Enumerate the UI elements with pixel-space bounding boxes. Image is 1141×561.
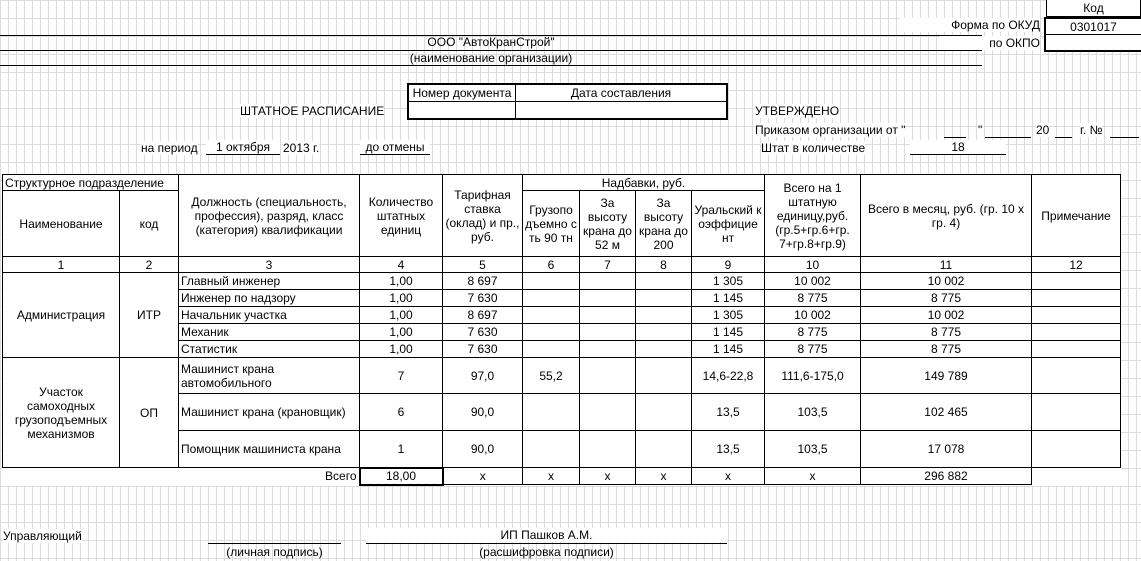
- allowance-height-200-cell[interactable]: [636, 307, 692, 324]
- header-name: Наименование: [3, 191, 120, 257]
- column-number: 9: [692, 257, 765, 273]
- count-cell[interactable]: 1,00: [360, 307, 443, 324]
- allowance-height-200-cell[interactable]: [636, 324, 692, 341]
- order-number-label: г. №: [1080, 123, 1103, 137]
- document-number-box: [407, 83, 728, 120]
- count-cell[interactable]: 6: [360, 394, 443, 431]
- note-cell[interactable]: [1032, 358, 1121, 394]
- allowance-lift-cell[interactable]: [523, 307, 580, 324]
- group-code: ОП: [120, 358, 179, 468]
- order-year-line[interactable]: [1055, 137, 1072, 138]
- allowance-ural-cell[interactable]: 1 305: [692, 307, 765, 324]
- allowance-height-200-cell[interactable]: [636, 341, 692, 358]
- rate-cell[interactable]: 90,0: [443, 431, 523, 468]
- allowance-ural-cell[interactable]: 14,6-22,8: [692, 358, 765, 394]
- allowance-height-200-cell[interactable]: [636, 290, 692, 307]
- order-quote-close: ": [978, 123, 983, 137]
- monthly-cell[interactable]: 149 789: [861, 358, 1032, 394]
- code-header-cell: Код: [1046, 0, 1141, 17]
- per-unit-cell[interactable]: 103,5: [765, 431, 861, 468]
- order-label: Приказом организации от ": [755, 123, 906, 137]
- approved-heading: УТВЕРЖДЕНО: [755, 104, 840, 118]
- manager-label: Управляющий: [3, 529, 82, 543]
- position-cell[interactable]: Машинист крана (крановщик): [179, 394, 360, 431]
- rate-cell[interactable]: 7 630: [443, 290, 523, 307]
- monthly-cell[interactable]: 8 775: [861, 324, 1032, 341]
- okud-label: Форма по ОКУД: [900, 18, 1040, 32]
- order-number-line[interactable]: [1110, 137, 1139, 138]
- allowance-height-52-cell[interactable]: [580, 358, 636, 394]
- name-caption: (расшифровка подписи): [479, 545, 614, 559]
- column-number: 8: [636, 257, 692, 273]
- position-cell[interactable]: Помощник машиниста крана: [179, 431, 360, 468]
- count-cell[interactable]: 7: [360, 358, 443, 394]
- note-cell[interactable]: [1032, 290, 1121, 307]
- note-cell[interactable]: [1032, 394, 1121, 431]
- count-cell[interactable]: 1,00: [360, 290, 443, 307]
- total-a3: х: [636, 468, 692, 485]
- per-unit-cell[interactable]: 8 775: [765, 290, 861, 307]
- okud-value[interactable]: 0301017: [1044, 17, 1141, 36]
- position-cell[interactable]: Инженер по надзору: [179, 290, 360, 307]
- total-rate: х: [443, 468, 523, 485]
- header-allowances: Надбавки, руб.: [523, 175, 765, 191]
- staff-count[interactable]: 18: [910, 140, 1006, 155]
- organization-name[interactable]: ООО "АвтоКранСтрой": [427, 35, 555, 49]
- rate-cell[interactable]: 8 697: [443, 307, 523, 324]
- allowance-height-52-cell[interactable]: [580, 290, 636, 307]
- monthly-cell[interactable]: 17 078: [861, 431, 1032, 468]
- count-cell[interactable]: 1,00: [360, 324, 443, 341]
- table-row[interactable]: [3, 273, 1121, 290]
- date-value[interactable]: [516, 101, 728, 119]
- staffing-table: [2, 174, 1121, 486]
- header-allowance-lift: Грузопо дъемно сть 90 тн: [523, 191, 580, 257]
- column-number: 5: [443, 257, 523, 273]
- allowance-ural-cell[interactable]: 1 145: [692, 341, 765, 358]
- monthly-cell[interactable]: 8 775: [861, 341, 1032, 358]
- allowance-height-52-cell[interactable]: [580, 341, 636, 358]
- table-row[interactable]: [3, 358, 1121, 394]
- per-unit-cell[interactable]: 111,6-175,0: [765, 358, 861, 394]
- signature-caption: (личная подпись): [226, 545, 323, 559]
- per-unit-cell[interactable]: 8 775: [765, 341, 861, 358]
- header-note: Примечание: [1032, 175, 1121, 257]
- column-number: 1: [3, 257, 120, 273]
- period-label: на период: [141, 141, 198, 155]
- monthly-cell[interactable]: 10 002: [861, 273, 1032, 290]
- group-code: ИТР: [120, 273, 179, 358]
- per-unit-cell[interactable]: 103,5: [765, 394, 861, 431]
- note-cell[interactable]: [1032, 324, 1121, 341]
- rate-cell[interactable]: 7 630: [443, 324, 523, 341]
- total-count: 18,00: [360, 468, 443, 485]
- allowance-height-52-cell[interactable]: [580, 324, 636, 341]
- column-number: 10: [765, 257, 861, 273]
- position-cell[interactable]: Машинист крана автомобильного: [179, 358, 360, 394]
- doc-number-value[interactable]: [408, 101, 516, 119]
- header-allowance-ural: Уральский коэффицие нт: [692, 191, 765, 257]
- signature-line[interactable]: [208, 543, 341, 544]
- order-year: 20: [1036, 123, 1050, 137]
- allowance-ural-cell[interactable]: 13,5: [692, 394, 765, 431]
- column-number: 11: [861, 257, 1032, 273]
- doc-number-label: Номер документа: [408, 84, 516, 101]
- rate-cell[interactable]: 7 630: [443, 341, 523, 358]
- date-label: Дата составления: [516, 84, 728, 101]
- allowance-ural-cell[interactable]: 13,5: [692, 431, 765, 468]
- note-cell[interactable]: [1032, 341, 1121, 358]
- header-code: код: [120, 191, 179, 257]
- position-cell[interactable]: Начальник участка: [179, 307, 360, 324]
- column-numbers-row: [3, 257, 1121, 273]
- total-note: [1032, 468, 1121, 485]
- position-cell[interactable]: Статистик: [179, 341, 360, 358]
- allowance-height-200-cell[interactable]: [636, 394, 692, 431]
- total-label: Всего: [3, 468, 360, 485]
- column-number: 7: [580, 257, 636, 273]
- monthly-cell[interactable]: 10 002: [861, 307, 1032, 324]
- group-name: Участок самоходных грузоподъемных механизмов: [3, 358, 120, 468]
- period-from[interactable]: 1 октября: [206, 140, 280, 155]
- allowance-ural-cell[interactable]: 1 305: [692, 273, 765, 290]
- org-caption-line: [0, 65, 982, 66]
- order-day-line[interactable]: [944, 137, 966, 138]
- header-per-unit: Всего на 1 штатную единицу,руб. (гр.5+гр.6+гр. 7+гр.8+гр.9): [765, 175, 861, 257]
- column-number: 3: [179, 257, 360, 273]
- allowance-lift-cell[interactable]: [523, 273, 580, 290]
- header-rate: Тарифная ставка (оклад) и пр., руб.: [443, 175, 523, 257]
- allowance-lift-cell[interactable]: [523, 431, 580, 468]
- allowance-height-200-cell[interactable]: [636, 273, 692, 290]
- name-line: [366, 543, 727, 544]
- column-number: 4: [360, 257, 443, 273]
- allowance-lift-cell[interactable]: [523, 394, 580, 431]
- total-row: [3, 468, 1121, 485]
- note-cell[interactable]: [1032, 431, 1121, 468]
- document-title: ШТАТНОЕ РАСПИСАНИЕ: [240, 104, 385, 118]
- header-monthly: Всего в месяц, руб. (гр. 10 х гр. 4): [861, 175, 1032, 257]
- header-allowance-height-200: За высоту крана до 200: [636, 191, 692, 257]
- column-number: 6: [523, 257, 580, 273]
- column-number: 2: [120, 257, 179, 273]
- count-cell[interactable]: 1,00: [360, 341, 443, 358]
- allowance-lift-cell[interactable]: 55,2: [523, 358, 580, 394]
- allowance-lift-cell[interactable]: [523, 324, 580, 341]
- allowance-lift-cell[interactable]: [523, 341, 580, 358]
- count-cell[interactable]: 1: [360, 431, 443, 468]
- allowance-height-52-cell[interactable]: [580, 394, 636, 431]
- column-number: 12: [1032, 257, 1121, 273]
- monthly-cell[interactable]: 102 465: [861, 394, 1032, 431]
- organization-caption: (наименование организации): [409, 51, 573, 65]
- per-unit-cell[interactable]: 10 002: [765, 273, 861, 290]
- period-to[interactable]: до отмены: [360, 140, 430, 155]
- allowance-height-200-cell[interactable]: [636, 431, 692, 468]
- monthly-cell[interactable]: 8 775: [861, 290, 1032, 307]
- allowance-ural-cell[interactable]: 1 145: [692, 290, 765, 307]
- signature-name[interactable]: ИП Пашков А.М.: [366, 528, 727, 542]
- allowance-height-200-cell[interactable]: [636, 358, 692, 394]
- count-cell[interactable]: 1,00: [360, 273, 443, 290]
- per-unit-cell[interactable]: 8 775: [765, 324, 861, 341]
- allowance-height-52-cell[interactable]: [580, 273, 636, 290]
- total-a1: х: [523, 468, 580, 485]
- header-allowance-height-52: За высоту крана до 52 м: [580, 191, 636, 257]
- staff-label: Штат в количестве: [761, 141, 866, 155]
- allowance-height-52-cell[interactable]: [580, 307, 636, 324]
- rate-cell[interactable]: 8 697: [443, 273, 523, 290]
- header-subdivision: Структурное подразделение: [3, 175, 179, 191]
- header-position: Должность (специальность, профессия), разряд, класс (категория) квалификации: [179, 175, 360, 257]
- okpo-value[interactable]: [1044, 34, 1141, 52]
- rate-cell[interactable]: 97,0: [443, 358, 523, 394]
- position-cell[interactable]: Механик: [179, 324, 360, 341]
- okpo-label: по ОКПО: [940, 36, 1040, 50]
- group-name: Администрация: [3, 273, 120, 358]
- rate-cell[interactable]: 90,0: [443, 394, 523, 431]
- total-a2: х: [580, 468, 636, 485]
- note-cell[interactable]: [1032, 307, 1121, 324]
- note-cell[interactable]: [1032, 273, 1121, 290]
- period-year: 2013 г.: [283, 141, 320, 155]
- total-per-unit: х: [765, 468, 861, 485]
- order-month-line[interactable]: [985, 137, 1031, 138]
- per-unit-cell[interactable]: 10 002: [765, 307, 861, 324]
- position-cell[interactable]: Главный инженер: [179, 273, 360, 290]
- total-a4: х: [692, 468, 765, 485]
- allowance-height-52-cell[interactable]: [580, 431, 636, 468]
- allowance-ural-cell[interactable]: 1 145: [692, 324, 765, 341]
- total-monthly: 296 882: [861, 468, 1032, 485]
- allowance-lift-cell[interactable]: [523, 290, 580, 307]
- header-count: Количество штатных единиц: [360, 175, 443, 257]
